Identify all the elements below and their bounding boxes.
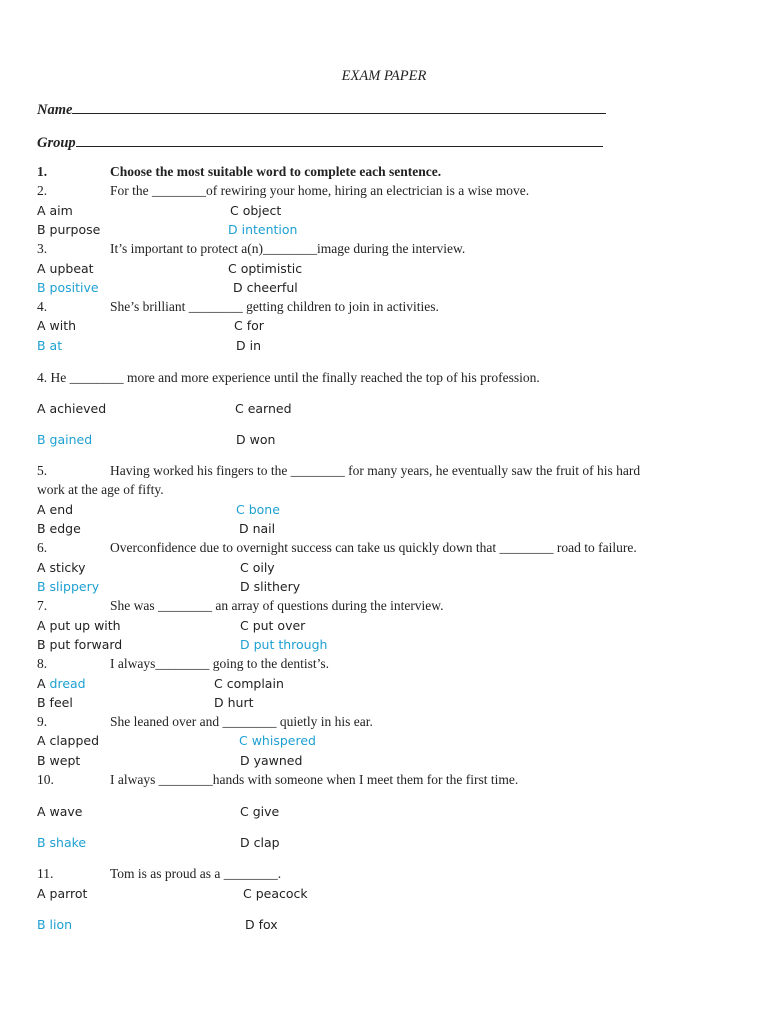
options-row: [0, 432, 768, 450]
option-b-answer[interactable]: B positive: [37, 280, 99, 295]
question-row: [0, 656, 768, 674]
question-number: 5.: [37, 463, 48, 478]
option-d[interactable]: D cheerful: [233, 280, 298, 295]
options-row: [0, 886, 768, 904]
instruction-text: Choose the most suitable word to complete each sentence.: [110, 164, 442, 179]
question-text: Having worked his fingers to the ________ for many years, he eventually saw the fruit of his hard: [110, 463, 641, 478]
options-row: [0, 222, 768, 240]
option-c[interactable]: C object: [230, 203, 282, 218]
option-c-answer[interactable]: C whispered: [239, 733, 316, 748]
option-a[interactable]: A clapped: [37, 733, 100, 748]
question-number: 8.: [37, 656, 48, 671]
options-row: [0, 733, 768, 751]
options-row: [0, 261, 768, 279]
option-d[interactable]: D slithery: [240, 579, 301, 594]
options-row: [0, 401, 768, 419]
option-c[interactable]: C oily: [240, 560, 275, 575]
options-row: [0, 280, 768, 298]
option-c[interactable]: C for: [234, 318, 264, 333]
group-field[interactable]: [37, 133, 603, 152]
option-d[interactable]: D fox: [245, 917, 278, 932]
option-a-answer[interactable]: [37, 676, 86, 691]
option-c[interactable]: C optimistic: [228, 261, 303, 276]
question-number: 10.: [37, 772, 54, 787]
option-a[interactable]: A wave: [37, 804, 83, 819]
options-row: [0, 338, 768, 356]
options-row: [0, 560, 768, 578]
option-c[interactable]: C put over: [240, 618, 306, 633]
question-text-continued: work at the age of fifty.: [37, 482, 164, 497]
options-row: [0, 835, 768, 853]
options-row: [0, 618, 768, 636]
option-b-answer[interactable]: B at: [37, 338, 63, 353]
option-a[interactable]: A sticky: [37, 560, 86, 575]
question-text: I always ________hands with someone when I meet them for the first time.: [110, 772, 519, 787]
option-b[interactable]: B purpose: [37, 222, 101, 237]
option-d[interactable]: D won: [236, 432, 276, 447]
question-sentence: He ________ more and more experience until the finally reached the top of his profession.: [50, 370, 540, 385]
question-text: [37, 370, 540, 386]
group-label: Group: [37, 135, 76, 151]
options-row: [0, 753, 768, 771]
option-d-answer[interactable]: D intention: [228, 222, 298, 237]
option-b-answer[interactable]: B slippery: [37, 579, 100, 594]
question-text: Tom is as proud as a ________.: [110, 866, 282, 881]
question-number: 3.: [37, 241, 48, 256]
option-d[interactable]: D clap: [240, 835, 280, 850]
name-line: [72, 100, 606, 114]
instruction: [0, 164, 768, 182]
option-a[interactable]: A end: [37, 502, 74, 517]
option-a[interactable]: A with: [37, 318, 77, 333]
option-a[interactable]: A upbeat: [37, 261, 94, 276]
option-a[interactable]: A put up with: [37, 618, 121, 633]
option-b[interactable]: B put forward: [37, 637, 123, 652]
question-row: [0, 241, 768, 259]
option-c[interactable]: C complain: [214, 676, 284, 691]
question-text: For the ________of rewiring your home, hiring an electrician is a wise move.: [110, 183, 530, 198]
page-title: EXAM PAPER: [341, 68, 427, 84]
options-row: [0, 637, 768, 655]
option-a-letter: A: [37, 676, 50, 691]
options-row: [0, 695, 768, 713]
question-number: 2.: [37, 183, 48, 198]
question-row-continued: [0, 482, 768, 500]
option-d[interactable]: D yawned: [240, 753, 303, 768]
question-number: 9.: [37, 714, 48, 729]
question-row: [0, 772, 768, 790]
option-d[interactable]: D hurt: [214, 695, 254, 710]
question-row: [0, 598, 768, 616]
option-b-answer[interactable]: B gained: [37, 432, 93, 447]
question-number: 4.: [37, 299, 48, 314]
group-line: [76, 133, 603, 147]
options-row: [0, 318, 768, 336]
question-text: She leaned over and ________ quietly in his ear.: [110, 714, 373, 729]
instruction-number: 1.: [37, 164, 48, 179]
question-number: 6.: [37, 540, 48, 555]
name-label: Name: [37, 102, 73, 118]
question-row: [0, 540, 768, 558]
question-row: [0, 299, 768, 317]
question-row: [0, 370, 768, 388]
option-d[interactable]: D nail: [239, 521, 276, 536]
option-d-answer[interactable]: D put through: [240, 637, 328, 652]
option-b-answer[interactable]: B lion: [37, 917, 73, 932]
question-text: Overconfidence due to overnight success can take us quickly down that ________ road to failure.: [110, 540, 637, 555]
option-c[interactable]: C earned: [235, 401, 292, 416]
question-row: [0, 866, 768, 884]
option-b-answer[interactable]: B shake: [37, 835, 87, 850]
question-number: 7.: [37, 598, 48, 613]
option-b[interactable]: B wept: [37, 753, 81, 768]
option-a[interactable]: A parrot: [37, 886, 88, 901]
options-row: [0, 917, 768, 935]
option-b[interactable]: B feel: [37, 695, 73, 710]
options-row: [0, 502, 768, 520]
question-text: She was ________ an array of questions during the interview.: [110, 598, 444, 613]
question-number: 11.: [37, 866, 54, 881]
question-text: It’s important to protect a(n)________image during the interview.: [110, 241, 466, 256]
option-a-word: dread: [49, 676, 86, 691]
question-row: [0, 714, 768, 732]
option-a[interactable]: A aim: [37, 203, 73, 218]
option-c[interactable]: C peacock: [243, 886, 308, 901]
option-c[interactable]: C give: [240, 804, 280, 819]
option-a[interactable]: A achieved: [37, 401, 107, 416]
options-row: [0, 579, 768, 597]
question-text: She’s brilliant ________ getting children to join in activities.: [110, 299, 439, 314]
name-field[interactable]: [37, 100, 606, 119]
question-row: [0, 183, 768, 201]
option-c-answer[interactable]: C bone: [236, 502, 280, 517]
options-row: [0, 521, 768, 539]
question-text: I always________ going to the dentist’s.: [110, 656, 329, 671]
options-row: [0, 804, 768, 822]
question-number: 4.: [37, 370, 48, 385]
options-row: [0, 676, 768, 694]
option-b[interactable]: B edge: [37, 521, 81, 536]
option-d[interactable]: D in: [236, 338, 261, 353]
question-row: [0, 463, 768, 481]
options-row: [0, 203, 768, 221]
